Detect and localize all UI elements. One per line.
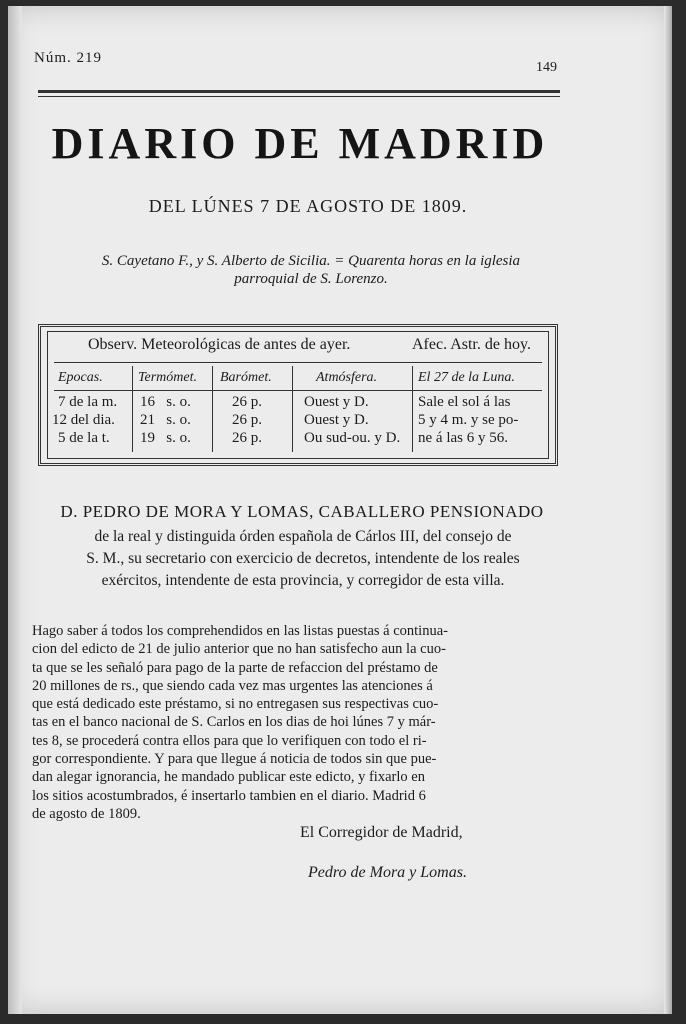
body-line: cion del edicto de 21 de julio anterior que no han satisfecho aun la cuo- bbox=[32, 641, 446, 658]
page-spine bbox=[8, 6, 22, 1014]
cell-termometro: 21 s. o. bbox=[140, 412, 191, 428]
cell-luna: Sale el sol á las bbox=[418, 394, 511, 410]
cell-barometro: 26 p. bbox=[232, 412, 262, 428]
saints-line-1: S. Cayetano F., y S. Alberto de Sicilia. = Quarenta horas en la iglesia bbox=[101, 253, 521, 269]
page-edge bbox=[664, 6, 672, 1014]
header-rule-thin bbox=[38, 96, 560, 97]
newspaper-page bbox=[8, 6, 672, 1014]
col-header-termometro: Termómet. bbox=[138, 370, 197, 385]
cell-luna: 5 y 4 m. y se po- bbox=[418, 412, 519, 428]
header-rule-thick bbox=[38, 90, 560, 93]
intro-line: de la real y distinguida órden española de Cárlos III, del consejo de bbox=[94, 528, 512, 545]
cell-termometro: 19 s. o. bbox=[140, 430, 191, 446]
meteorological-table bbox=[38, 324, 558, 466]
col-header-luna: El 27 de la Luna. bbox=[418, 370, 515, 385]
cell-barometro: 26 p. bbox=[232, 394, 262, 410]
saints-line-2: parroquial de S. Lorenzo. bbox=[234, 271, 388, 287]
meteo-col-divider bbox=[132, 366, 133, 452]
cell-barometro: 26 p. bbox=[232, 430, 262, 446]
issue-number: Núm. 219 bbox=[34, 50, 102, 66]
body-line: Hago saber á todos los comprehendidos en las listas puestas á continua- bbox=[32, 623, 448, 639]
dateline: DEL LÚNES 7 DE AGOSTO DE 1809. bbox=[148, 196, 468, 216]
col-header-barometro: Barómet. bbox=[220, 370, 272, 385]
cell-epoca: 7 de la m. bbox=[58, 394, 118, 410]
cell-atmosfera: Ouest y D. bbox=[304, 394, 369, 410]
signature-name: Pedro de Mora y Lomas. bbox=[308, 864, 467, 881]
meteo-col-divider bbox=[292, 366, 293, 452]
meteo-divider-columns bbox=[54, 390, 542, 391]
body-line: 20 millones de rs., que siendo cada vez mas urgentes las atenciones á bbox=[32, 677, 433, 694]
intro-line: exércitos, intendente de esta provincia, y corregidor de esta villa. bbox=[101, 572, 505, 589]
masthead-title: DIARIO DE MADRID bbox=[51, 119, 549, 168]
article-intro bbox=[48, 526, 558, 592]
meteo-col-divider bbox=[412, 366, 413, 452]
meteo-title-right: Afec. Astr. de hoy. bbox=[412, 336, 531, 353]
cell-epoca: 5 de la t. bbox=[58, 430, 110, 446]
cell-atmosfera: Ou sud-ou. y D. bbox=[304, 430, 401, 446]
col-header-atmosfera: Atmósfera. bbox=[316, 370, 378, 385]
cell-atmosfera: Ouest y D. bbox=[304, 412, 369, 428]
article-body bbox=[32, 622, 562, 823]
intro-line: S. M., su secretario con exercicio de decretos, intendente de los reales bbox=[86, 550, 520, 567]
saints-of-the-day bbox=[56, 252, 566, 288]
cell-luna: ne á las 6 y 56. bbox=[418, 430, 508, 446]
meteorological-table-inner bbox=[47, 331, 549, 459]
meteo-divider-top bbox=[54, 362, 542, 363]
body-line: dan alegar ignorancia, he mandado publicar este edicto, y fixarlo en bbox=[32, 769, 425, 786]
body-line: gor correspondiente. Y para que llegue á noticia de todos sin que pue- bbox=[32, 751, 437, 768]
body-line: tes 8, se procederá contra ellos para que lo verifiquen con todo el ri- bbox=[32, 732, 427, 749]
meteo-col-divider bbox=[212, 366, 213, 452]
page-number: 149 bbox=[536, 60, 557, 75]
article-title: D. PEDRO DE MORA Y LOMAS, CABALLERO PENSIONADO bbox=[60, 502, 544, 521]
cell-termometro: 16 s. o. bbox=[140, 394, 191, 410]
meteo-title-left: Observ. Meteorológicas de antes de ayer. bbox=[88, 336, 351, 353]
body-line: de agosto de 1809. bbox=[32, 805, 141, 822]
signature-title: El Corregidor de Madrid, bbox=[300, 824, 463, 841]
body-line: tas en el banco nacional de S. Carlos en los dias de hoi lúnes 7 y már- bbox=[32, 714, 436, 731]
col-header-epocas: Epocas. bbox=[58, 370, 103, 385]
body-line: que está dedicado este préstamo, si no entregasen sus respectivas cuo- bbox=[32, 696, 439, 713]
body-line: los sitios acostumbrados, é insertarlo tambien en el diario. Madrid 6 bbox=[32, 787, 426, 804]
cell-epoca: 12 del dia. bbox=[52, 412, 115, 428]
body-line: ta que se les señaló para pago de la parte de refaccion del préstamo de bbox=[32, 659, 438, 676]
